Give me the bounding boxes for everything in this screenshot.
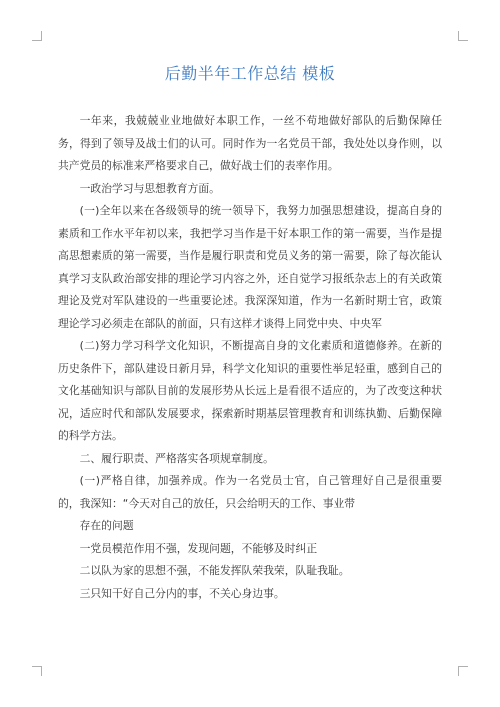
crop-mark-top-right [458,31,468,41]
paragraph-2-1: (一)严格自律，加强养成。作为一名党员士官，自己管理好自己是很重要的，我深知：“今天对自己的放任，只会给明天的工作、事业带 [58,474,442,510]
section-heading-1: 一政治学习与思想教育方面。 [79,181,220,195]
document-body [58,110,442,605]
paragraph-1-2: (二)努力学习科学文化知识，不断提高自身的文化素质和道德修养。在新的历史条件下，部队建设日新月异，科学文化知识的重要性举足轻重，感到自己的文化基础知识与部队目前的发展形势从长远上是看很不适应的，为了改变这种状况，适应时代和部队发展要求，探索新时期基层管理教育和训练执勤、后勤保障的科学方法。 [58,339,442,442]
paragraph-1-1: (一)全年以来在各级领导的统一领导下，我努力加强思想建设，提高自身的素质和工作水平年初以来，我把学习当作是干好本职工作的第一需要，当作是提高思想素质的第一需要，当作是履行职责和党员义务的第一需要，除了每次能认真学习支队政治部安排的理论学习内容之外，还自觉学习报纸杂志上的有关政策理论及党对军队建设的一些重要论述。我深深知道，作为一名新时期士官，政策理论学习必须走在部队的前面，只有这样才谈得上同党中央、中央军 [58,204,442,330]
crop-mark-bottom-left [32,666,42,676]
problem-item-2: 二以队为家的思想不强，不能发挥队荣我荣，队耻我耻。 [79,564,350,577]
problems-heading: 存在的问题 [79,519,134,532]
crop-mark-top-left [32,31,42,41]
problem-item-1: 一党员模范作用不强，发现问题，不能够及时纠正 [79,541,318,555]
document-title: 后勤半年工作总结 模板 [164,64,336,83]
problem-item-3: 三只知干好自己分内的事，不关心身边事。 [79,586,285,600]
paragraph-intro: 一年来，我兢兢业业地做好本职工作，一丝不苟地做好部队的后勤保障任务，得到了领导及战士们的认可。同时作为一名党员干部，我处处以身作则，以共产党员的标准来严格要求自己，做好战士们的表率作用。 [58,114,442,172]
section-heading-2: 二、履行职责、严格落实各项规章制度。 [79,451,274,465]
crop-mark-bottom-right [458,666,468,676]
